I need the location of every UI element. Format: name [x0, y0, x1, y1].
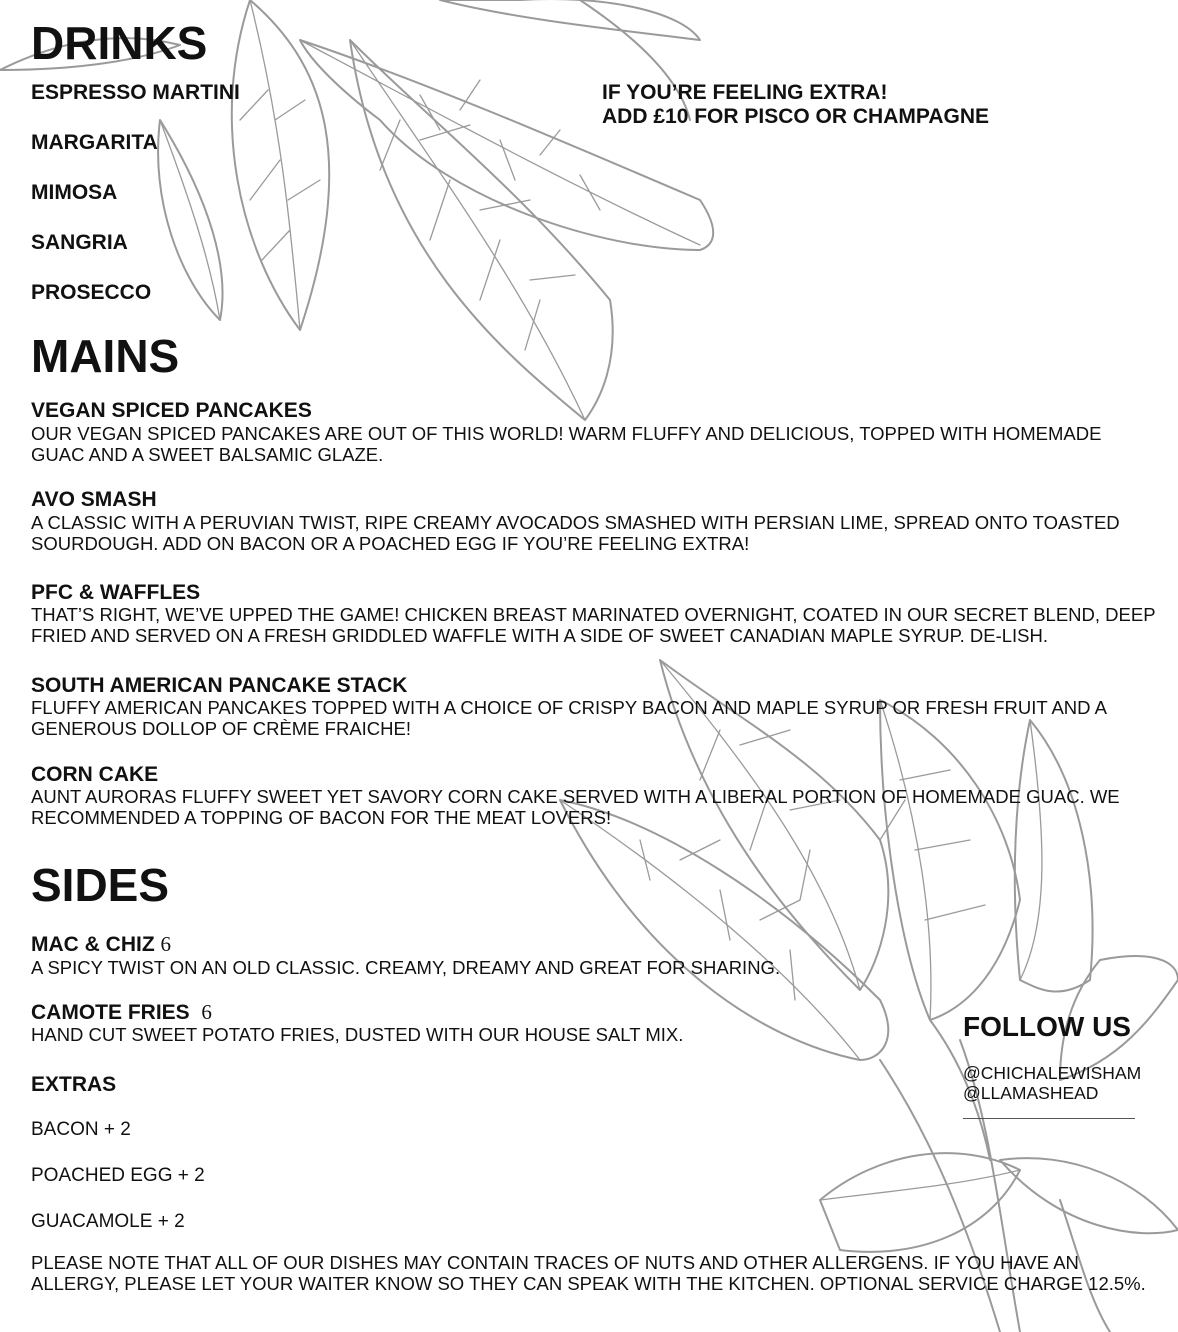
side-item-price: 6 — [201, 1000, 212, 1024]
main-item-description: FLUFFY AMERICAN PANCAKES TOPPED WITH A CHOICE OF CRISPY BACON AND MAPLE SYRUP OR FRESH FRUIT AND A GENEROUS DOLLOP OF CRÈME FRAICHE! — [31, 697, 1106, 739]
side-item-name — [31, 1002, 212, 1023]
main-item-name: SOUTH AMERICAN PANCAKE STACK — [31, 674, 408, 697]
side-item-label: CAMOTE FRIES — [31, 1001, 190, 1024]
main-item-description: AUNT AURORAS FLUFFY SWEET YET SAVORY CORN CAKE SERVED WITH A LIBERAL PORTION OF HOMEMADE GUAC. WE RECOMMENDED A TOPPING OF BACON FOR THE MEAT LOVERS! — [31, 786, 1120, 828]
upgrade-note-line1: IF YOU’RE FEELING EXTRA! — [602, 81, 888, 104]
main-item-name: PFC & WAFFLES — [31, 581, 201, 604]
main-item-description: OUR VEGAN SPICED PANCAKES ARE OUT OF THIS WORLD! WARM FLUFFY AND DELICIOUS, TOPPED WITH HOMEMADE GUAC AND A SWEET BALSAMIC GLAZE. — [31, 423, 1102, 465]
side-item-description: A SPICY TWIST ON AN OLD CLASSIC. CREAMY, DREAMY AND GREAT FOR SHARING. — [31, 957, 781, 978]
drink-item: SANGRIA — [31, 231, 128, 254]
side-item-name — [31, 934, 171, 955]
extra-item: GUACAMOLE + 2 — [31, 1211, 185, 1232]
leaf-cluster-bottom — [560, 660, 1178, 1332]
drink-item: MIMOSA — [31, 181, 118, 204]
allergen-notice: PLEASE NOTE THAT ALL OF OUR DISHES MAY CONTAIN TRACES OF NUTS AND OTHER ALLERGENS. IF YOU HAVE AN ALLERGY, PLEASE LET YOUR WAITER KNOW SO THEY CAN SPEAK WITH THE KITCHEN. OPTIONAL SERVICE CHARGE 12.5%. — [31, 1252, 1146, 1294]
main-item-name: VEGAN SPICED PANCAKES — [31, 399, 312, 422]
extras-title: EXTRAS — [31, 1073, 117, 1096]
drink-item: PROSECCO — [31, 281, 152, 304]
social-handle: @LLAMASHEAD — [963, 1083, 1099, 1103]
drinks-upgrade-note — [602, 81, 989, 129]
follow-divider — [963, 1118, 1135, 1119]
drinks-section-title: DRINKS — [31, 17, 208, 69]
sides-section-title: SIDES — [31, 859, 170, 911]
main-item-description: A CLASSIC WITH A PERUVIAN TWIST, RIPE CREAMY AVOCADOS SMASHED WITH PERSIAN LIME, SPREAD ONTO TOASTED SOURDOUGH. ADD ON BACON OR A POACHED EGG IF YOU’RE FEELING EXTRA! — [31, 512, 1120, 554]
side-item-description: HAND CUT SWEET POTATO FRIES, DUSTED WITH OUR HOUSE SALT MIX. — [31, 1024, 684, 1045]
extra-item: BACON + 2 — [31, 1119, 131, 1140]
upgrade-note-line2: ADD £10 FOR PISCO OR CHAMPAGNE — [602, 105, 989, 128]
drink-item: ESPRESSO MARTINI — [31, 81, 240, 104]
main-item-name: CORN CAKE — [31, 763, 159, 786]
extra-item: POACHED EGG + 2 — [31, 1165, 205, 1186]
mains-section-title: MAINS — [31, 330, 180, 382]
side-item-label: MAC & CHIZ — [31, 933, 155, 956]
main-item-name: AVO SMASH — [31, 488, 157, 511]
follow-us-title: FOLLOW US — [963, 1011, 1131, 1042]
social-handle: @CHICHALEWISHAM — [963, 1063, 1142, 1083]
drink-item: MARGARITA — [31, 131, 158, 154]
side-item-price: 6 — [160, 932, 171, 956]
main-item-description: THAT’S RIGHT, WE’VE UPPED THE GAME! CHICKEN BREAST MARINATED OVERNIGHT, COATED IN OUR SECRET BLEND, DEEP FRIED AND SERVED ON A FRESH GRIDDLED WAFFLE WITH A SIDE OF SWEET CANADIAN MAPLE SYRUP. DE-LISH. — [31, 604, 1156, 646]
social-handles — [963, 1063, 1141, 1103]
